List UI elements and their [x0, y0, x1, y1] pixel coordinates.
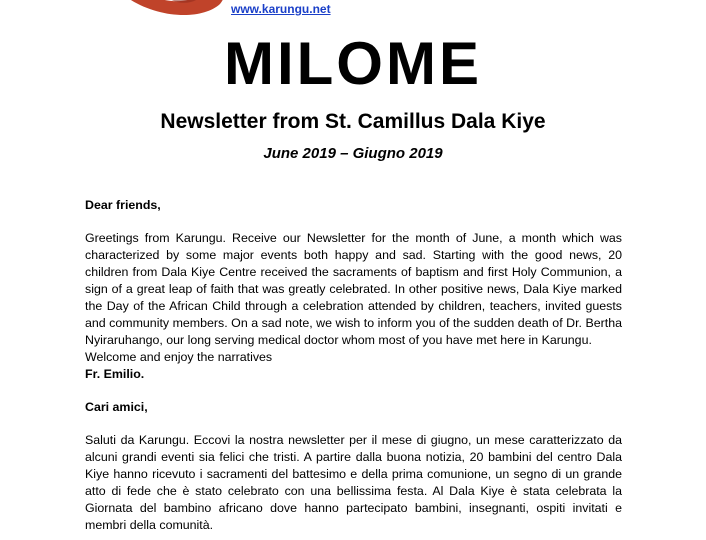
- english-body: Greetings from Karungu. Receive our Newsletter for the month of June, a month which was characterized by some major events both happy and sad. Starting with the good news, 20 children from Dala Kiye Centre received the sacraments of baptism and first Holy Communion, a sign of a great leap of faith that was greatly celebrated. In other positive news, Dala Kiye marked the Day of the African Child through a celebration attended by children, teachers, invited guests and community members. On a sad note, we wish to inform you of the sudden death of Dr. Bertha Nyiraruhango, our long serving medical doctor whom most of you have met here in Karungu.: [85, 231, 622, 347]
- letter-content: [85, 197, 622, 534]
- newsletter-subtitle: Newsletter from St. Camillus Dala Kiye: [160, 110, 546, 133]
- italian-body: Saluti da Karungu. Eccovi la nostra newsletter per il mese di giugno, un mese caratterizzato da alcuni grandi eventi sia felici che tristi. A partire dalla buona notizia, 20 bambini del centro Dala Kiye hanno ricevuto i sacramenti del battesimo e della prima comunione, un segno di un grande atto di fede che è stato celebrato con una bellissima festa. Al Dala Kiye è stata celebrata la Giornata del bambino africano dove hanno partecipato bambini, insegnanti, ospiti invitati e membri della comunità.: [85, 433, 622, 532]
- english-closing: Welcome and enjoy the narratives: [85, 350, 273, 364]
- website-link[interactable]: www.karungu.net: [231, 2, 331, 16]
- italian-greeting: Cari amici,: [85, 400, 148, 414]
- signature: Fr. Emilio.: [85, 367, 145, 381]
- newsletter-date: June 2019 – Giugno 2019: [263, 145, 443, 162]
- dala-kiye-logo-icon: [100, 0, 240, 16]
- english-greeting: Dear friends,: [85, 198, 161, 212]
- newsletter-title: MILOME: [224, 30, 482, 97]
